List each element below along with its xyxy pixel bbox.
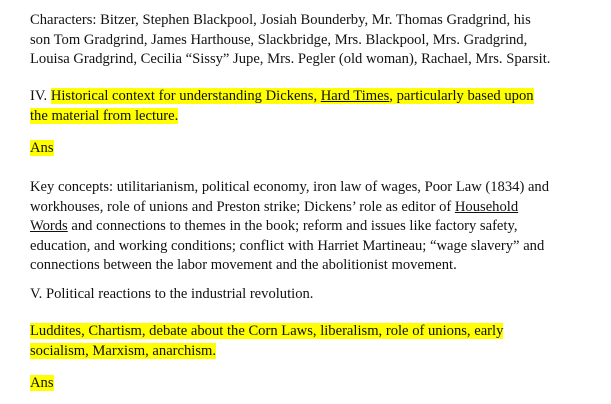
characters-line-2: son Tom Gradgrind, James Harthouse, Slackbridge, Mrs. Blackpool, Mrs. Gradgrind, — [30, 31, 528, 48]
section-v-heading — [30, 285, 313, 305]
highlighted-text: the material from lecture. — [30, 107, 179, 124]
journal-title-part-2: Words — [30, 218, 68, 234]
journal-title-part-1: Household — [454, 198, 519, 215]
section-v-topics-line-1 — [30, 322, 503, 342]
section-iv-line-1 — [30, 87, 534, 107]
body-text: and connections to themes in the book; reform and issues like factory safety, — [67, 218, 518, 234]
answer-label-2 — [30, 374, 54, 394]
key-concepts-line-1: Key concepts: utilitarianism, political economy, iron law of wages, Poor Law (1834) and — [30, 179, 550, 195]
key-concepts-line-3 — [30, 217, 549, 237]
answer-label-text: Ans — [30, 375, 54, 391]
characters-line-1: Characters: Bitzer, Stephen Blackpool, Josiah Bounderby, Mr. Thomas Gradgrind, his — [30, 12, 531, 28]
characters-paragraph — [30, 11, 550, 70]
key-concepts-line-2 — [30, 198, 549, 218]
heading-text: Historical context for understanding Dickens, — [50, 88, 321, 104]
characters-line-3: Louisa Gradgrind, Cecilia “Sissy” Jupe, Mrs. Pegler (old woman), Rachael, Mrs. Sparsit. — [30, 51, 551, 67]
answer-label-1 — [30, 139, 54, 159]
section-iv-line-2 — [30, 107, 534, 127]
answer-label-text: Ans — [30, 140, 54, 156]
body-text: workhouses, role of unions and Preston strike; Dickens’ role as editor of — [30, 198, 455, 215]
section-number: IV. — [30, 88, 48, 104]
section-v-topics — [30, 322, 503, 361]
section-v-topics-line-2 — [30, 342, 503, 362]
section-iv-heading — [30, 87, 534, 126]
highlighted-text: socialism, Marxism, anarchism. — [30, 342, 217, 359]
highlighted-text: Luddites, Chartism, debate about the Corn Laws, liberalism, role of unions, early — [30, 323, 504, 339]
heading-text: , particularly based upon — [389, 88, 534, 104]
key-concepts-line-5: connections between the labor movement and the abolitionist movement. — [30, 257, 457, 273]
book-title: Hard Times — [320, 88, 390, 104]
key-concepts-line-4: education, and working conditions; conflict with Harriet Martineau; “wage slavery” and — [30, 237, 545, 254]
section-v-heading-text: V. Political reactions to the industrial revolution. — [30, 286, 314, 302]
key-concepts-paragraph — [30, 178, 549, 276]
highlighted-text — [51, 88, 534, 104]
